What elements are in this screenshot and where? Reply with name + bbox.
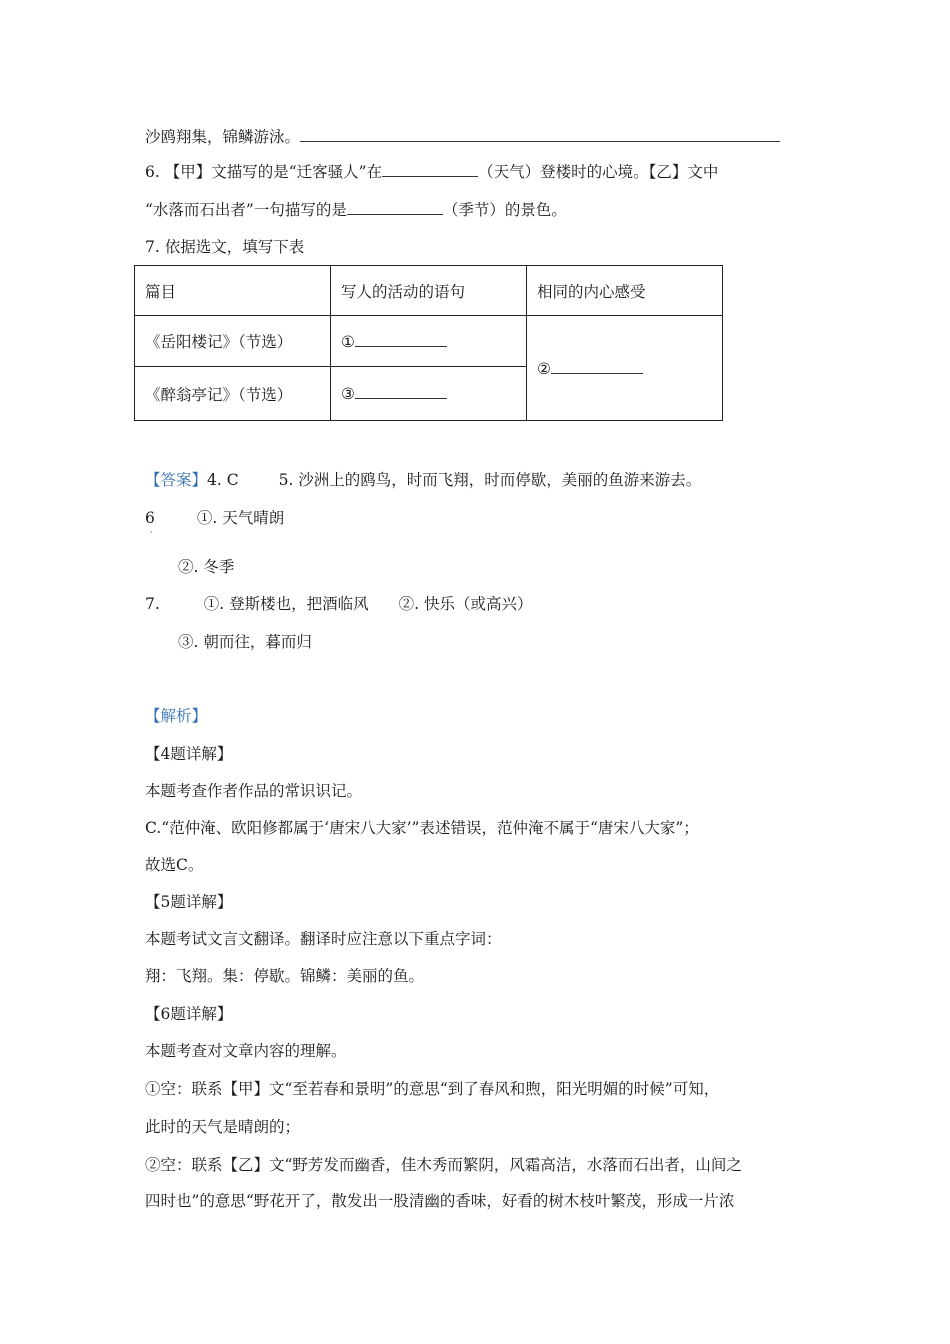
activity-cell — [331, 367, 527, 421]
header-cell: 写人的活动的语句 — [331, 266, 527, 316]
activity-cell — [331, 316, 527, 367]
table-header-row — [135, 266, 723, 316]
answer-tag: 【答案】 — [145, 471, 208, 489]
header-cell: 篇目 — [135, 266, 331, 316]
detail-6-line-5: 四时也”的意思“野花开了，散发出一股清幽的香味，好看的树木枝叶繁茂，形成一片浓 — [145, 1192, 735, 1210]
q7-number: 7. — [145, 238, 160, 256]
slot-label: ① — [341, 332, 355, 351]
title-cell: 《醉翁亭记》（节选） — [135, 367, 331, 421]
q5-answer-line — [145, 127, 780, 147]
detail-heading-5: 【5题详解】 — [145, 893, 233, 911]
detail-4-line-2: C.“范仲淹、欧阳修都属于‘唐宋八大家’”表述错误，范仲淹不属于“唐宋八大家”； — [145, 819, 699, 837]
q5-blank[interactable] — [300, 127, 780, 142]
feeling-blank[interactable] — [551, 359, 643, 374]
title-cell: 《岳阳楼记》（节选） — [135, 316, 331, 367]
answer-7-3: ③. 朝而往，暮而归 — [178, 633, 312, 651]
detail-5-line-2: 翔：飞翔。集：停歇。锦鳞：美丽的鱼。 — [145, 967, 425, 985]
q5-text: 沙鸥翔集，锦鳞游泳。 — [145, 128, 301, 146]
q6-weather-blank[interactable] — [382, 162, 478, 177]
answer-7-line-2 — [178, 632, 312, 652]
q6-text-2: （天气）登楼时的心境。【乙】文中 — [478, 163, 719, 181]
q6-text-3: “水落而石出者”一句描写的是 — [145, 201, 347, 219]
detail-heading-4: 【4题详解】 — [145, 745, 233, 763]
table-row — [135, 316, 723, 367]
q7-text: 依据选文，填写下表 — [164, 238, 305, 256]
q6-season-blank[interactable] — [347, 200, 443, 215]
answer-7-1: ①. 登斯楼也，把酒临风 — [203, 595, 369, 613]
detail-6-line-3: 此时的天气是晴朗的； — [145, 1118, 301, 1136]
q6-number: 6. — [145, 163, 160, 181]
slot-label: ② — [537, 359, 551, 378]
answer-6-number: 6 — [145, 509, 155, 527]
slot-label: ③ — [341, 385, 355, 403]
detail-4-line-1: 本题考查作者作品的常识识记。 — [145, 782, 363, 800]
analysis-tag: 【解析】 — [145, 707, 208, 725]
detail-6-line-4: ②空：联系【乙】文“野芳发而幽香，佳木秀而繁阴，风霜高洁，水落而石出者，山间之 — [145, 1156, 742, 1174]
answer-7-number: 7. — [145, 595, 160, 613]
answer-7-2: ②. 快乐（或高兴） — [398, 595, 533, 613]
answer-6-line-1 — [145, 508, 284, 528]
detail-heading-6: 【6题详解】 — [145, 1005, 233, 1023]
answer-7-line-1 — [145, 594, 533, 614]
q7-table — [134, 265, 723, 421]
detail-4-line-3: 故选C。 — [145, 856, 204, 874]
feeling-cell — [527, 316, 723, 421]
answer-4: 4. C — [207, 471, 239, 489]
header-cell: 相同的内心感受 — [527, 266, 723, 316]
answer-6-1: ①. 天气晴朗 — [196, 509, 285, 527]
answer-6-2: ②. 冬季 — [178, 558, 235, 576]
q6-text-1: 【甲】文描写的是“迁客骚人”在 — [164, 163, 383, 181]
activity-blank-3[interactable] — [355, 384, 447, 399]
q6-line-1 — [145, 162, 718, 182]
answer-6-line-2 — [178, 557, 234, 577]
detail-6-line-1: 本题考查对文章内容的理解。 — [145, 1042, 347, 1060]
detail-5-line-1: 本题考试文言文翻译。翻译时应注意以下重点字词： — [145, 930, 502, 948]
q7-line — [145, 237, 304, 257]
detail-6-line-2: ①空：联系【甲】文“至若春和景明”的意思“到了春风和煦，阳光明媚的时候”可知， — [145, 1080, 720, 1098]
list-dot: · — [150, 528, 153, 537]
answer-5: 5. 沙洲上的鸥鸟，时而飞翔，时而停歇，美丽的鱼游来游去。 — [278, 471, 702, 489]
q6-line-2 — [145, 200, 567, 220]
q6-text-4: （季节）的景色。 — [442, 201, 567, 219]
answer-line-1 — [145, 470, 701, 490]
activity-blank-1[interactable] — [355, 332, 447, 347]
